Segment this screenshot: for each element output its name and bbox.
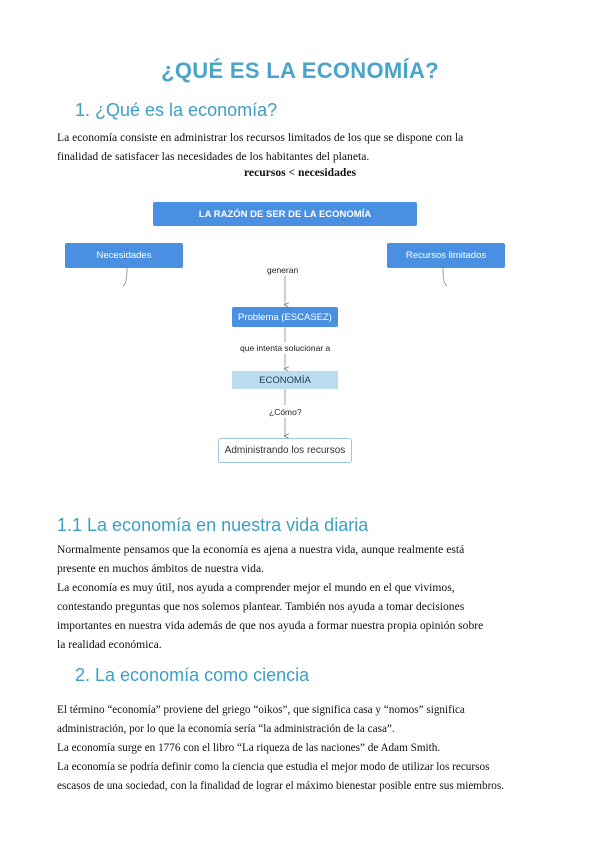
diagram-resources-box: Recursos limitados [387,243,505,268]
document-title: ¿QUÉ ES LA ECONOMÍA? [161,58,439,83]
text-line: Normalmente pensamos que la economía es ajena a nuestra vida, aunque realmente está [57,543,465,556]
text-line: La economía es muy útil, nos ayuda a comprender mejor el mundo en el que vivimos, [57,581,455,594]
text-line: administración, por lo que la economía sería “la administración de la casa”. [57,723,395,735]
text-line: finalidad de satisfacer las necesidades de los habitantes del planeta. [57,150,370,163]
diagram-label-intenta: que intenta solucionar a [240,343,331,353]
text-line: contestando preguntas que nos solemos plantear. También nos ayuda a tomar decisiones [57,600,465,613]
text-line: la realidad económica. [57,638,162,651]
section-1-1-text [57,540,547,654]
diagram-needs-box: Necesidades [65,243,183,268]
diagram-top-box: LA RAZÓN DE SER DE LA ECONOMÍA [153,202,417,226]
text-line: escasos de una sociedad, con la finalidad de lograr el máximo bienestar posible entre sus miembros. [57,780,505,792]
formula: recursos < necesidades [243,166,356,179]
text-line: importantes en nuestra vida además de que nos ayuda a formar nuestra propia opinión sobre [57,619,484,632]
section-1-1-heading: 1.1 La economía en nuestra vida diaria [57,515,369,535]
section-1-heading: 1. ¿Qué es la economía? [75,100,278,120]
diagram-label-generan: generan [267,265,299,275]
text-line: La economía surge en 1776 con el libro “La riqueza de las naciones” de Adam Smith. [57,742,441,754]
text-line: La economía consiste en administrar los recursos limitados de los que se dispone con la [57,131,464,144]
diagram-problem-box: Problema (ESCASEZ) [232,307,338,327]
diagram-label-como: ¿Cómo? [269,407,302,417]
diagram-economia-box: ECONOMÍA [232,371,338,389]
text-line: presente en muchos ámbitos de nuestra vida. [57,562,265,575]
section-2-text [57,701,557,796]
text-line: El término “economía” proviene del griego “oikos”, que significa casa y “nomos” significa [57,704,465,716]
diagram-admin-box: Administrando los recursos [218,438,352,463]
section-2-heading: 2. La economía como ciencia [75,665,310,685]
text-line: La economía se podría definir como la ciencia que estudia el mejor modo de utilizar los recursos [57,761,490,773]
